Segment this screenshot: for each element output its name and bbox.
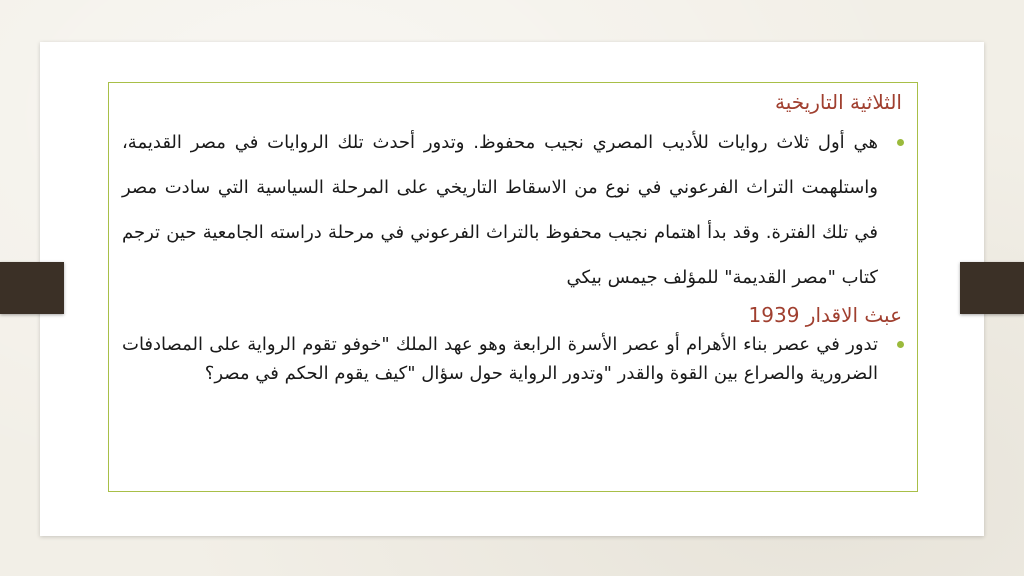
bullet-text: هي أول ثلاث روايات للأديب المصري نجيب محفوظ. وتدور أحدث تلك الروايات في مصر القديمة، واستلهمت التراث الفرعوني في نوع من الاسقاط التاريخي على المرحلة السياسية التي سادت مصر في تلك الفترة. وقد بدأ اهتمام نجيب محفوظ بالتراث الفرعوني في مرحلة دراسته الجامعية حين ترجم كتاب "مصر القديمة" للمؤلف جيمس بيكي bbox=[122, 132, 878, 288]
left-decorative-tab bbox=[0, 262, 64, 314]
bullet-icon bbox=[897, 139, 904, 146]
slide-content bbox=[122, 84, 906, 388]
bullet-paragraph-trilogy bbox=[122, 120, 906, 300]
right-decorative-tab bbox=[960, 262, 1024, 314]
bullet-text: تدور في عصر بناء الأهرام أو عصر الأسرة الرابعة وهو عهد الملك "خوفو تقوم الرواية على المصادفات الضرورية والصراع بين القوة والقدر "وتدور الرواية حول سؤال "كيف يقوم الحكم في مصر؟ bbox=[122, 334, 878, 384]
section-heading-novel: عبث الاقدار 1939 bbox=[748, 303, 902, 327]
bullet-paragraph-novel bbox=[122, 330, 906, 388]
section-heading-trilogy: الثلاثية التاريخية bbox=[775, 90, 902, 114]
bullet-icon bbox=[897, 341, 904, 348]
